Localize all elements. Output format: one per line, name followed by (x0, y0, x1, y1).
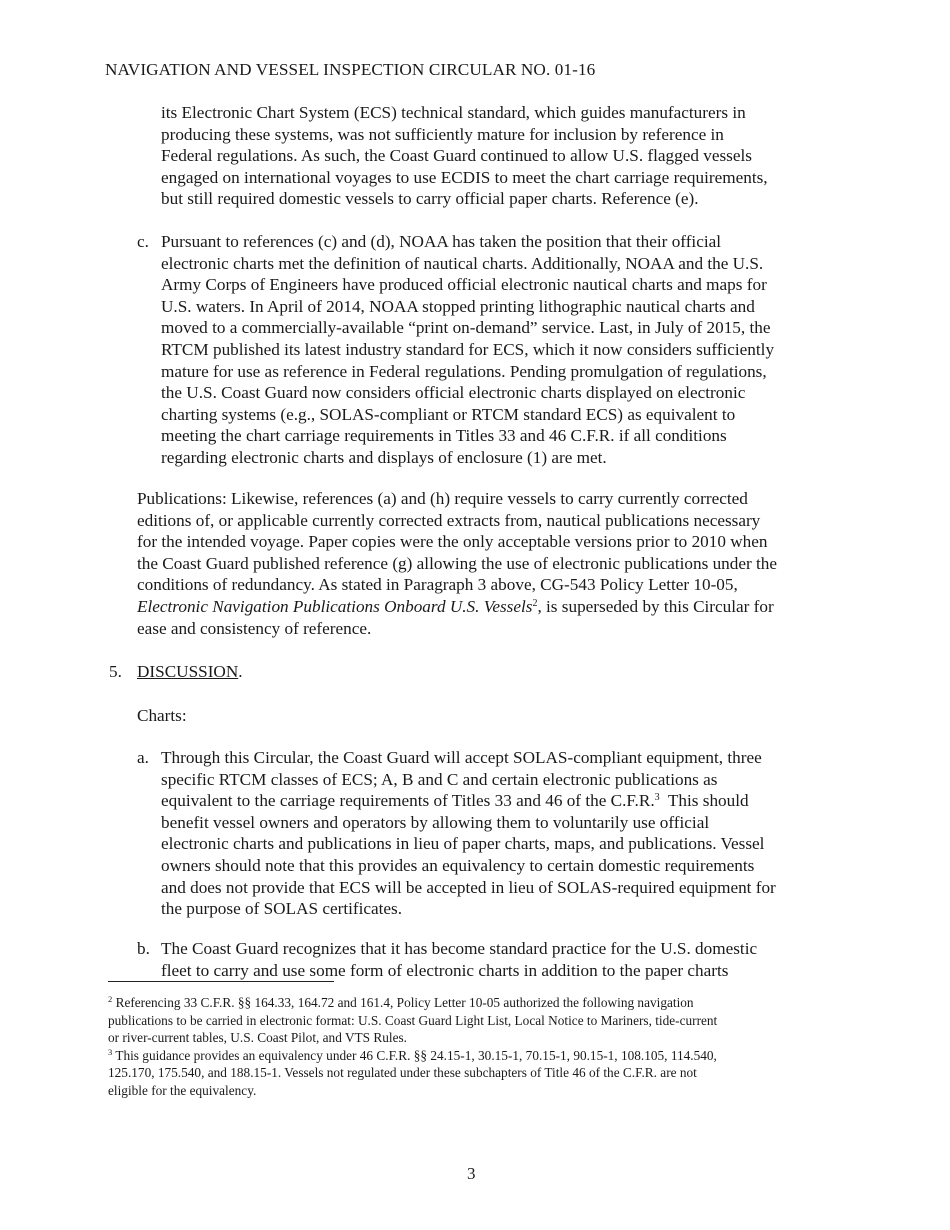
text-line: electronic charts and publications in lieu of paper charts, maps, and publications. Vessel (161, 834, 765, 854)
text-span: Referencing 33 C.F.R. §§ 164.33, 164.72 and 161.4, Policy Letter 10-05 authorized the following navigation (115, 995, 694, 1010)
text-line: the purpose of SOLAS certificates. (161, 899, 403, 919)
text-line: ease and consistency of reference. (137, 618, 372, 638)
section-period: . (238, 662, 243, 681)
footnote-number: 2 (108, 994, 113, 1004)
text-line (137, 596, 851, 618)
continued-paragraph (161, 102, 851, 210)
text-line: Army Corps of Engineers have produced official electronic nautical charts and maps for (161, 275, 767, 295)
text-line: the U.S. Coast Guard now considers official electronic charts displayed on electronic (161, 383, 746, 403)
text-line: meeting the chart carriage requirements in Titles 33 and 46 C.F.R. if all conditions (161, 426, 727, 446)
footnote-line: or river-current tables, U.S. Coast Pilot, and VTS Rules. (108, 1030, 407, 1046)
text-line: engaged on international voyages to use ECDIS to meet the chart carriage requirements, (161, 167, 768, 187)
footnote-number: 3 (108, 1046, 113, 1057)
section-title: DISCUSSION (137, 662, 239, 681)
text-line: owners should note that this provides an equivalency to certain domestic requirements (161, 855, 755, 875)
text-line: editions of, or applicable currently corrected extracts from, nautical publications necessary (137, 510, 761, 530)
text-line: and does not provide that ECS will be accepted in lieu of SOLAS-required equipment for (161, 877, 776, 897)
list-item-text (161, 747, 851, 920)
list-item-c (137, 231, 851, 469)
text-line: specific RTCM classes of ECS; A, B and C and certain electronic publications as (161, 769, 718, 789)
footnote-divider (108, 981, 334, 982)
text-line: U.S. waters. In April of 2014, NOAA stopped printing lithographic nautical charts and (161, 296, 755, 316)
text-line: benefit vessel owners and operators by allowing them to voluntarily use official (161, 812, 710, 832)
italic-title: Electronic Navigation Publications Onboard U.S. Vessels (137, 596, 533, 616)
list-item-b (137, 938, 851, 981)
footnote-ref-2[interactable]: 2 (532, 597, 538, 609)
text-line: but still required domestic vessels to carry official paper charts. Reference (e). (161, 189, 699, 209)
list-marker: a. (137, 748, 149, 767)
list-marker: c. (137, 232, 149, 251)
text-line: Federal regulations. As such, the Coast Guard continued to allow U.S. flagged vessels (161, 146, 752, 166)
list-item-a (137, 747, 851, 920)
text-line: Through this Circular, the Coast Guard will accept SOLAS-compliant equipment, three (161, 748, 762, 767)
section-number: 5. (109, 662, 122, 681)
text-line: its Electronic Chart System (ECS) technical standard, which guides manufacturers in (161, 103, 746, 122)
text-line: Pursuant to references (c) and (d), NOAA has taken the position that their official (161, 232, 722, 251)
text-line: the Coast Guard published reference (g) allowing the use of electronic publications under the (137, 553, 778, 573)
text-line: moved to a commercially-available “print on-demand” service. Last, in July of 2015, the (161, 318, 771, 338)
text-line: mature for use as reference in Federal regulations. Pending promulgation of regulations, (161, 361, 767, 381)
list-item-text (161, 231, 851, 469)
footnote-line: publications to be carried in electronic format: U.S. Coast Guard Light List, Local Notice to Mariners, tide-current (108, 1012, 718, 1028)
text-span: This should (659, 791, 749, 811)
publications-paragraph (137, 488, 851, 639)
text-line: charting systems (e.g., SOLAS-compliant or RTCM standard ECS) as equivalent to (161, 404, 736, 424)
text-line: Publications: Likewise, references (a) and (h) require vessels to carry currently corrected (137, 489, 748, 508)
text-line (161, 790, 851, 812)
text-line: regarding electronic charts and displays of enclosure (1) are met. (161, 447, 607, 467)
footnote-line: 125.170, 175.540, and 188.15-1. Vessels not regulated under these subchapters of Title 46 of the C.F.R. are not (108, 1065, 697, 1081)
list-item-text (161, 938, 851, 981)
footnote-line: eligible for the equivalency. (108, 1082, 257, 1098)
text-line: fleet to carry and use some form of electronic charts in addition to the paper charts (161, 960, 729, 980)
text-span: This guidance provides an equivalency under 46 C.F.R. §§ 24.15-1, 30.15-1, 70.15-1, 90.15-1, 108.105, 114.540, (115, 1047, 717, 1063)
list-marker: b. (137, 939, 150, 958)
section-5-heading (109, 661, 849, 683)
charts-label: Charts: (137, 706, 187, 725)
footnote-line (108, 994, 848, 1012)
text-line: conditions of redundancy. As stated in Paragraph 3 above, CG-543 Policy Letter 10-05, (137, 575, 738, 595)
text-line: producing these systems, was not sufficiently mature for inclusion by reference in (161, 124, 724, 144)
text-line: The Coast Guard recognizes that it has become standard practice for the U.S. domestic (161, 939, 758, 958)
footnote-2 (108, 994, 848, 1047)
text-span: equivalent to the carriage requirements of Titles 33 and 46 of the C.F.R. (161, 791, 655, 811)
text-line: electronic charts met the definition of nautical charts. Additionally, NOAA and the U.S. (161, 253, 764, 273)
footnote-ref-3[interactable]: 3 (654, 792, 660, 804)
page-header: NAVIGATION AND VESSEL INSPECTION CIRCULAR NO. 01-16 (105, 60, 596, 79)
text-span: , is superseded by this Circular for (537, 596, 774, 616)
text-line: for the intended voyage. Paper copies were the only acceptable versions prior to 2010 when (137, 532, 768, 552)
section-title-wrap (137, 661, 243, 683)
footnote-3 (108, 1047, 848, 1100)
footnotes (108, 994, 848, 1100)
page-number: 3 (467, 1164, 476, 1183)
text-line: RTCM published its latest industry standard for ECS, which it now considers sufficiently (161, 339, 775, 359)
footnote-line (108, 1047, 848, 1065)
